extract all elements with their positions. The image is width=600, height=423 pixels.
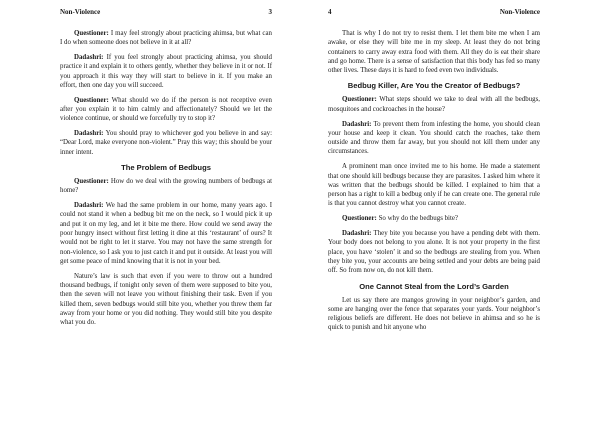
right-body-middle: [328, 95, 540, 275]
speaker-label: Questioner:: [74, 30, 109, 37]
paragraph: [328, 29, 540, 75]
paragraph-text: What steps should we take to deal with all the bedbugs, mosquitoes and cockroaches in the house?: [328, 96, 540, 113]
speaker-label: Questioner:: [74, 96, 109, 104]
speaker-label: Questioner:: [74, 178, 109, 186]
right-body-top: [328, 29, 540, 75]
paragraph-text: How do we deal with the growing numbers of bedbugs at home?: [60, 178, 272, 195]
page-number: 3: [268, 8, 272, 16]
paragraph: [60, 29, 272, 48]
paragraph-text: A prominent man once invited me to his home. He made a statement that one should kill bedbugs because they are parasites. I asked him where it was written that the bedbugs should be killed. I explained to him that a person has a right to kill a bedbug only if he can create one. The general rule is that you cannot destroy what you cannot create.: [328, 163, 540, 208]
paragraph-text: I may feel strongly about practicing ahimsa, but what can I do when someone does not believe in it at all?: [60, 30, 272, 47]
speaker-label: Dadashri:: [342, 120, 372, 128]
paragraph-text: So why do the bedbugs bite?: [376, 215, 458, 223]
paragraph-text: Nature’s law is such that even if you were to throw out a hundred thousand bedbugs, if tonight only seven of them were supposed to bite you, then the seven will not leave you without finishing their task. Even if you killed them, seven bedbugs would still bite you, whether you threw them far away from your home or you did nothing. They would still bite you despite what you do.: [60, 272, 272, 327]
book-title: Non-Violence: [499, 8, 540, 16]
paragraph: [328, 214, 540, 223]
left-body-top: [60, 29, 272, 157]
paragraph: [328, 95, 540, 114]
running-head: [328, 8, 540, 21]
paragraph-text: You should pray to whichever god you believe in and say: “Dear Lord, make everyone non-violent.” Pray this way; this should be your inner intent.: [60, 130, 272, 156]
paragraph: [60, 129, 272, 157]
speaker-label: Questioner:: [342, 96, 377, 104]
paragraph: [328, 120, 540, 157]
paragraph-text: Let us say there are mangos growing in your neighbor’s garden, and some are hanging over the fence that separates your yards. Your neighbor’s religious beliefs are different. He does not believe in ahimsa and so he is quick to punish and hit anyone who: [328, 296, 540, 332]
right-body-bottom: [328, 296, 540, 333]
page-number: 4: [328, 8, 332, 16]
book-title: Non-Violence: [60, 8, 101, 16]
paragraph: [60, 177, 272, 196]
paragraph-text: They bite you because you have a pending debt with them. Your body does not belong to you alone. It is not your property in the first place, you have ‘stolen’ it and so the bedbugs are stealing from you. When they bite you, your accounts are being settled and your debts are being paid off. So from now on, do not kill them.: [328, 230, 540, 275]
left-body-bottom: [60, 177, 272, 327]
paragraph: [60, 96, 272, 124]
section-heading: One Cannot Steal from the Lord’s Garden: [359, 281, 509, 291]
speaker-label: Dadashri:: [74, 202, 104, 210]
paragraph: [328, 296, 540, 333]
paragraph-text: If you feel strongly about practicing ahimsa, you should practice it and explain it to others gently, whether they believe in it or not. If you approach it this way they will start to believe in it. If you make an effort, then one day you will succeed.: [60, 54, 272, 89]
paragraph: [328, 162, 540, 208]
speaker-label: Dadashri:: [74, 130, 104, 138]
paragraph-text: To prevent them from infesting the home, you should clean your house and keep it clean. You should catch the roaches, take them outside and throw them far away, but you should not kill them under any circumstances.: [328, 120, 540, 156]
paragraph-text: That is why I do not try to resist them. I let them bite me when I am awake, or else they will bite me in my sleep. At least they do not bring containers to carry away extra food with them. All they do is eat their share and go home. There is a sense of satisfaction that this body has fed so many other lives. These days it is hard to feed even two individuals.: [328, 30, 540, 75]
speaker-label: Questioner:: [342, 215, 377, 223]
paragraph: [60, 272, 272, 328]
paragraph: [60, 53, 272, 90]
section-heading: Bedbug Killer, Are You the Creator of Bedbugs?: [347, 81, 521, 91]
section-heading: The Problem of Bedbugs: [121, 163, 211, 173]
paragraph: [328, 229, 540, 275]
running-head: [60, 8, 272, 21]
paragraph-text: What should we do if the person is not receptive even after you explain it to him calmly and affectionately? Should we let the violence continue, or should we forcefully try to stop it?: [60, 96, 272, 123]
right-page: [300, 0, 600, 423]
paragraph-text: We had the same problem in our home, many years ago. I could not stand it when a bedbug bit me on the neck, so I would pick it up and put it on my leg, and let it bite me there. How could we send away the poor hungry insect without first letting it dine at this ‘restaurant’ of ours? It would not be right to let it starve. You may not have the same strength for non-violence, so I ask you to just catch it and put it outside. At least you will get some peace of mind knowing that it is not in your bed.: [60, 202, 272, 265]
speaker-label: Dadashri:: [342, 230, 372, 238]
paragraph: [60, 201, 272, 266]
speaker-label: Dadashri:: [74, 54, 104, 62]
